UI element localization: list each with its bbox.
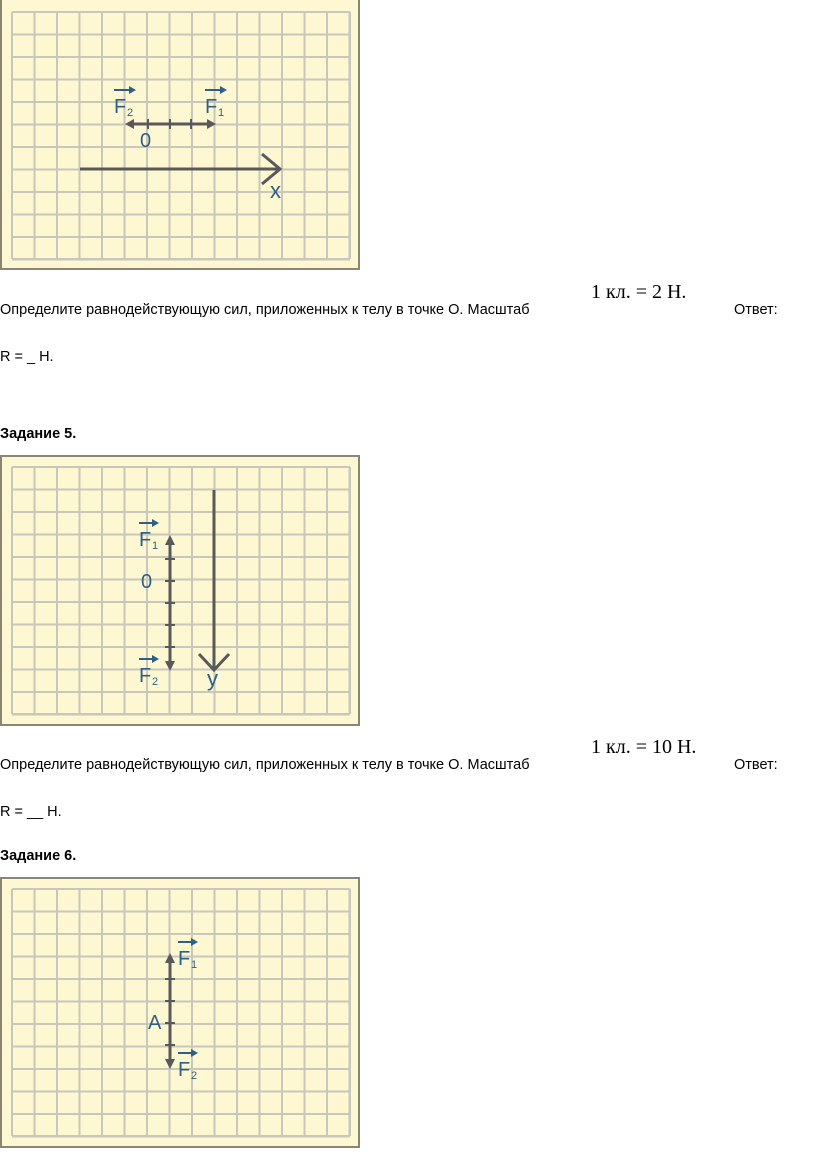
x-axis-label: x: [270, 178, 281, 203]
point-a-label: A: [148, 1012, 162, 1034]
task6-heading: Задание 6.: [0, 848, 77, 864]
origin-label: 0: [141, 571, 153, 593]
f1-label: F: [139, 529, 152, 551]
f2-label: F: [114, 96, 127, 118]
f2-label: F: [139, 665, 152, 687]
task4-answer-line: R = _ Н.: [0, 349, 54, 365]
f2-subscript: 2: [152, 676, 159, 688]
force-diagram-vertical: [0, 455, 362, 727]
f1-label: F: [205, 96, 218, 118]
task4-answer-label: Ответ:: [734, 302, 778, 318]
force-diagram-horizontal: [0, 0, 362, 272]
f2-subscript: 2: [191, 1070, 198, 1082]
task5-answer-label: Ответ:: [734, 757, 778, 773]
origin-label: 0: [140, 130, 152, 152]
f2-subscript: 2: [127, 107, 134, 119]
task5-question: Определите равнодействующую сил, приложенных к телу в точке О. Масштаб: [0, 757, 530, 773]
y-axis-label: y: [207, 666, 218, 691]
task4-scale: 1 кл. = 2 Н.: [591, 281, 687, 303]
task5-heading: Задание 5.: [0, 426, 77, 442]
f1-subscript: 1: [191, 959, 198, 971]
task4-question: Определите равнодействующую сил, приложенных к телу в точке О. Масштаб: [0, 302, 530, 318]
task5-answer-line: R = __ Н.: [0, 804, 62, 820]
f1-subscript: 1: [218, 107, 225, 119]
f2-label: F: [178, 1059, 191, 1081]
task5-scale: 1 кл. = 10 Н.: [591, 736, 697, 758]
f1-subscript: 1: [152, 540, 159, 552]
f1-label: F: [178, 948, 191, 970]
force-diagram-point-a: [0, 877, 362, 1149]
